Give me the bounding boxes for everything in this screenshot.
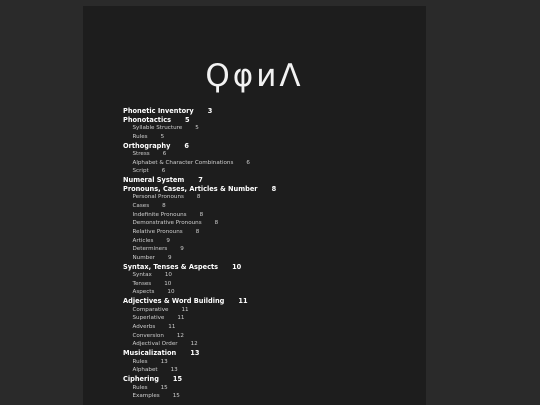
toc-entry-label: Ciphering — [123, 374, 159, 383]
toc-subheading-link[interactable] — [123, 202, 413, 211]
table-of-contents — [123, 107, 413, 401]
toc-subheading-link[interactable] — [123, 254, 413, 263]
toc-entry-label: Numeral System — [123, 176, 185, 185]
toc-subheading-link[interactable] — [123, 392, 413, 401]
document-page — [83, 6, 426, 405]
toc-heading-link[interactable] — [123, 297, 413, 306]
toc-entry-label: Stress — [132, 151, 150, 158]
toc-page-number: 13 — [170, 367, 178, 374]
toc-subheading-link[interactable] — [123, 358, 413, 367]
toc-subheading-link[interactable] — [123, 245, 413, 254]
toc-heading-link[interactable] — [123, 116, 413, 125]
toc-page-number: 9 — [166, 237, 170, 244]
toc-page-number: 11 — [177, 315, 185, 322]
toc-subheading-link[interactable] — [123, 288, 413, 297]
toc-entry-label: Alphabet & Character Combinations — [132, 159, 234, 166]
toc-page-number: 6 — [246, 159, 250, 166]
toc-page-number: 5 — [195, 125, 199, 132]
toc-page-number: 10 — [164, 280, 172, 287]
toc-entry-label: Adverbs — [132, 324, 156, 331]
toc-heading-link[interactable] — [123, 142, 413, 151]
toc-page-number: 8 — [162, 203, 166, 210]
toc-entry-label: Adjectives & Word Building — [123, 297, 225, 306]
toc-page-number: 8 — [196, 194, 201, 201]
toc-page-number: 9 — [180, 246, 184, 253]
toc-page-number: 13 — [160, 358, 168, 365]
toc-page-number: 8 — [195, 228, 200, 235]
toc-page-number: 15 — [172, 374, 183, 383]
toc-entry-label: Musicalization — [123, 348, 177, 357]
toc-page-number: 6 — [161, 168, 166, 175]
toc-subheading-link[interactable] — [123, 271, 413, 280]
toc-entry-label: Conversion — [132, 332, 164, 339]
toc-subheading-link[interactable] — [123, 332, 413, 341]
toc-entry-label: Adjectival Order — [132, 341, 178, 348]
toc-entry-label: Phonetic Inventory — [123, 107, 194, 115]
toc-page-number: 11 — [181, 306, 189, 313]
toc-page-number: 11 — [238, 297, 248, 306]
toc-page-number: 12 — [176, 332, 184, 339]
toc-page-number: 12 — [190, 341, 198, 348]
toc-entry-label: Phonotactics — [123, 115, 172, 124]
toc-heading-link[interactable] — [123, 185, 413, 194]
toc-entry-label: Superlative — [132, 315, 165, 322]
toc-entry-label: Aspects — [132, 289, 155, 296]
toc-entry-label: Number — [132, 254, 155, 261]
toc-entry-label: Comparative — [132, 306, 169, 313]
toc-heading-link[interactable] — [123, 375, 413, 384]
toc-subheading-link[interactable] — [123, 124, 413, 133]
toc-subheading-link[interactable] — [123, 366, 413, 375]
toc-page-number: 5 — [160, 133, 165, 140]
toc-entry-label: Relative Pronouns — [132, 228, 183, 235]
toc-page-number: 9 — [167, 254, 172, 261]
toc-entry-label: Demonstrative Pronouns — [132, 220, 202, 227]
toc-entry-label: Tenses — [132, 280, 152, 287]
toc-entry-label: Cases — [132, 203, 150, 210]
toc-entry-label: Rules — [132, 133, 148, 140]
toc-heading-link[interactable] — [123, 176, 413, 185]
toc-entry-label: Indefinite Pronouns — [132, 211, 187, 218]
toc-subheading-link[interactable] — [123, 228, 413, 237]
toc-page-number: 15 — [172, 393, 180, 400]
toc-subheading-link[interactable] — [123, 314, 413, 323]
toc-page-number: 6 — [184, 141, 189, 150]
toc-subheading-link[interactable] — [123, 193, 413, 202]
toc-heading-link[interactable] — [123, 263, 413, 272]
toc-subheading-link[interactable] — [123, 159, 413, 168]
toc-subheading-link[interactable] — [123, 133, 413, 142]
toc-page-number: 10 — [167, 289, 175, 296]
toc-page-number: 3 — [207, 107, 213, 115]
toc-entry-label: Pronouns, Cases, Articles & Number — [123, 184, 258, 193]
toc-entry-label: Rules — [132, 384, 148, 391]
toc-subheading-link[interactable] — [123, 237, 413, 246]
toc-page-number: 13 — [190, 348, 200, 357]
toc-entry-label: Articles — [132, 237, 154, 244]
toc-subheading-link[interactable] — [123, 211, 413, 220]
toc-page-number: 5 — [185, 115, 190, 124]
toc-entry-label: Alphabet — [132, 367, 158, 374]
toc-heading-link[interactable] — [123, 349, 413, 358]
toc-entry-label: Syntax — [132, 272, 152, 279]
toc-subheading-link[interactable] — [123, 323, 413, 332]
document-title: ϘφиΛ — [205, 58, 304, 94]
toc-entry-label: Examples — [132, 393, 160, 400]
toc-entry-label: Script — [132, 168, 149, 175]
toc-subheading-link[interactable] — [123, 384, 413, 393]
toc-entry-label: Personal Pronouns — [132, 194, 184, 201]
toc-entry-label: Determiners — [132, 246, 168, 253]
toc-page-number: 10 — [232, 262, 242, 271]
toc-entry-label: Syntax, Tenses & Aspects — [123, 262, 219, 271]
toc-page-number: 8 — [199, 211, 204, 218]
toc-subheading-link[interactable] — [123, 219, 413, 228]
toc-page-number: 15 — [160, 384, 168, 391]
toc-subheading-link[interactable] — [123, 150, 413, 159]
toc-entry-label: Rules — [132, 358, 148, 365]
toc-subheading-link[interactable] — [123, 167, 413, 176]
toc-entry-label: Orthography — [123, 141, 171, 150]
toc-page-number: 8 — [271, 184, 277, 193]
toc-page-number: 11 — [168, 324, 176, 331]
toc-page-number: 8 — [214, 220, 219, 227]
toc-subheading-link[interactable] — [123, 280, 413, 289]
toc-page-number: 7 — [198, 176, 203, 185]
toc-subheading-link[interactable] — [123, 340, 413, 349]
toc-subheading-link[interactable] — [123, 306, 413, 315]
toc-heading-link[interactable] — [123, 107, 413, 116]
toc-page-number: 6 — [162, 151, 167, 158]
toc-entry-label: Syllable Structure — [132, 125, 183, 132]
toc-page-number: 10 — [164, 272, 172, 279]
